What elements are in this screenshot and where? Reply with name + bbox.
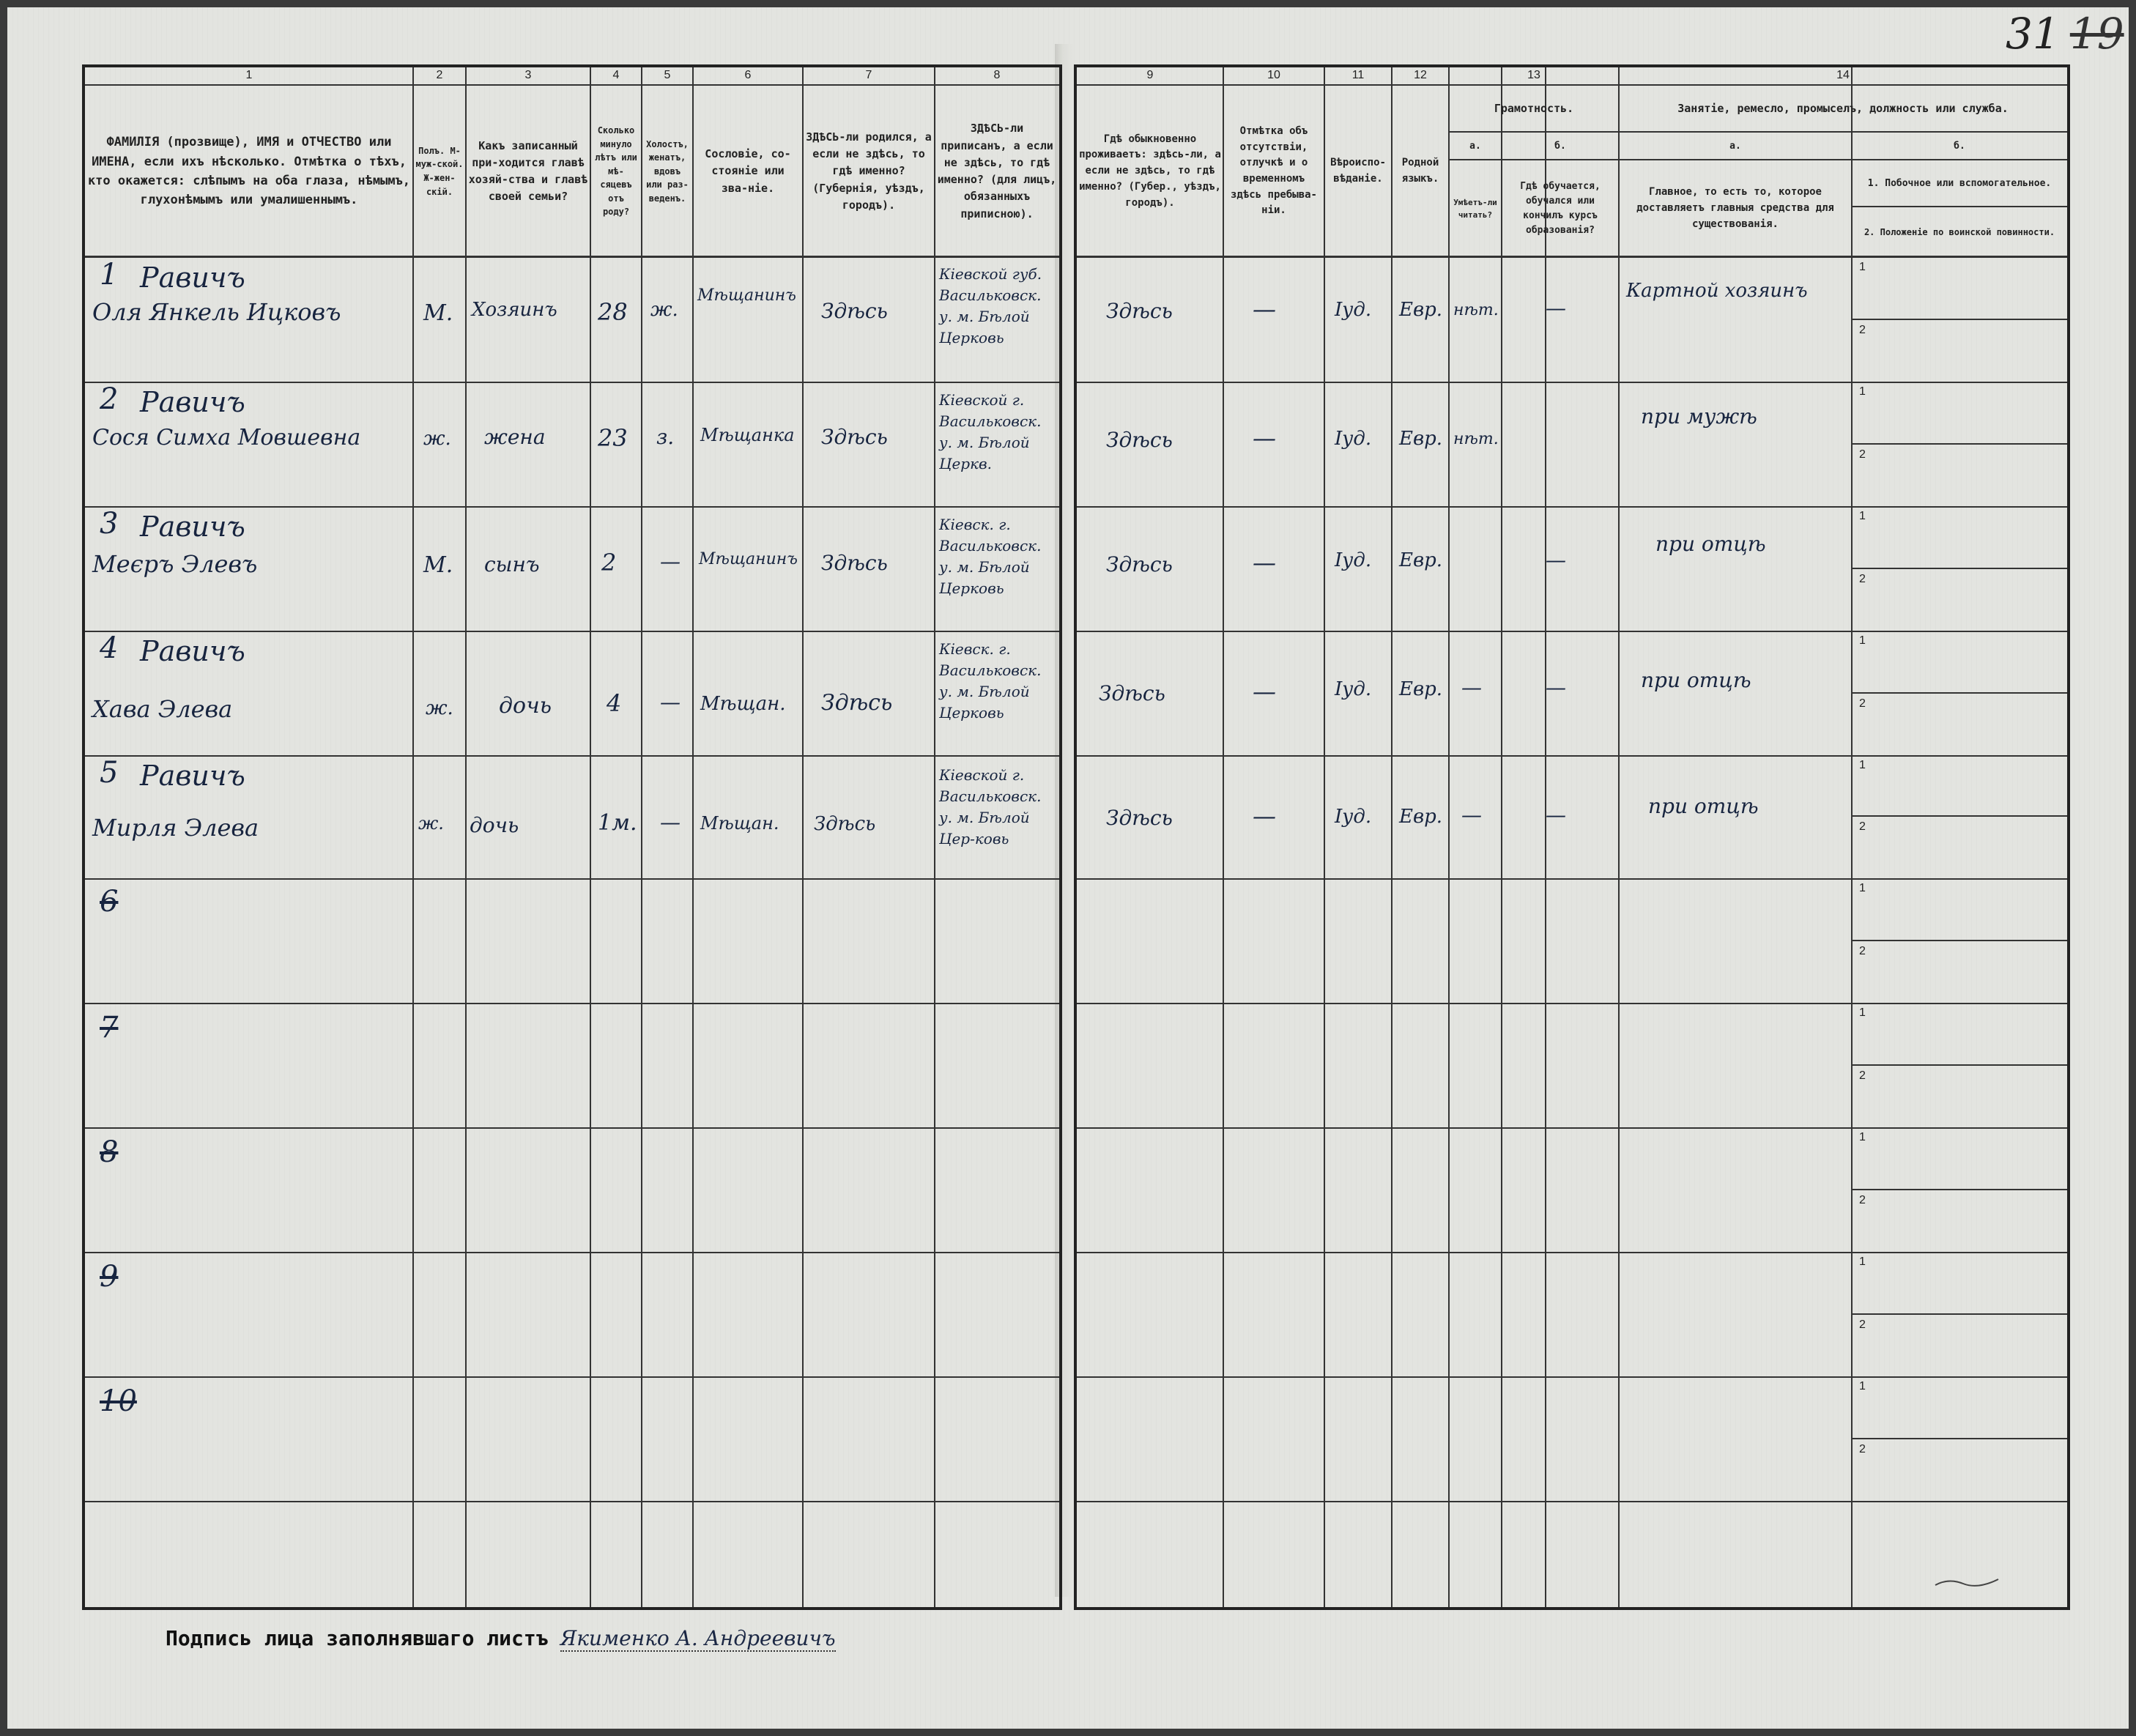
col-number-10: 10: [1267, 69, 1280, 81]
header-absence: Отмѣтка объ отсутствіи, отлучкѣ и о временномъ здѣсь пребыва-ніи.: [1230, 125, 1317, 217]
row-5-school: —: [1546, 803, 1566, 827]
row-3-language: Евр.: [1399, 549, 1443, 571]
row-1-name: Оля Янкель Ицковъ: [92, 298, 341, 326]
row-5-born: Здѣсь: [814, 813, 876, 835]
row-3-name: Меєръ Элевъ: [92, 550, 258, 578]
header-relation: Какъ записанный при-ходится главѣ хозяй-ства и главѣ своей семьи?: [468, 138, 588, 204]
row-7-number: 7: [100, 1011, 119, 1045]
col-number-1: 1: [245, 69, 253, 81]
row-6-sub-2: 2: [1859, 945, 1866, 957]
row-1-marital: ж.: [650, 299, 678, 321]
header-can-read: Умѣетъ-ли читать?: [1453, 197, 1497, 220]
signature-label: Подпись лица заполнявшаго листъ: [166, 1626, 549, 1650]
row-2-relation: жена: [484, 425, 546, 449]
row-4-school: —: [1546, 675, 1566, 700]
header-age: Сколько минуло лѣтъ или мѣ-сяцевъ отъ роду?: [595, 125, 637, 218]
row-3-sex: М.: [423, 552, 453, 578]
row-2-literate: нѣт.: [1453, 430, 1499, 448]
row-7-sub-2: 2: [1859, 1069, 1866, 1082]
row-5-residence: Здѣсь: [1106, 806, 1173, 830]
header-registered: ЗДѢСЬ-ли приписанъ, а если не здѣсь, то гдѣ именно? (для лицъ, обязанныхъ приписною).: [937, 122, 1057, 220]
row-3-occupation: при отцѣ: [1655, 532, 1766, 556]
row-1-surname: Равичъ: [140, 261, 245, 294]
header-occupation-a: а.: [1729, 140, 1741, 152]
row-3-estate: Мѣщанинъ: [699, 550, 798, 568]
struck-page-number: 19: [2069, 9, 2124, 59]
row-9-sub-1: 1: [1859, 1255, 1866, 1268]
header-residence: Гдѣ обыкновенно проживаетъ: здѣсь-ли, а если не здѣсь, то гдѣ именно? (Губер., уѣздъ, городъ).: [1079, 133, 1221, 209]
row-5-language: Евр.: [1399, 806, 1443, 828]
row-4-residence: Здѣсь: [1099, 681, 1165, 705]
row-3-relation: сынъ: [484, 552, 540, 576]
col-number-2: 2: [436, 69, 443, 81]
row-5-religion: Іуд.: [1335, 806, 1372, 828]
row-1-language: Евр.: [1399, 299, 1443, 321]
row-2-sex: ж.: [423, 428, 451, 450]
header-occupation-b: б.: [1954, 140, 1965, 152]
row-2-age: 23: [598, 424, 628, 452]
col-number-5: 5: [664, 69, 671, 81]
col-number-14: 14: [1836, 69, 1850, 81]
row-1-registered: Кіевской губ. Васильковск. у. м. Бѣлой Церковь: [939, 265, 1042, 346]
row-3-surname: Равичъ: [140, 511, 245, 543]
row-2-residence: Здѣсь: [1106, 428, 1173, 452]
header-literacy-a: а.: [1469, 140, 1481, 152]
row-5-literate: —: [1461, 803, 1482, 827]
row-10-sub-1: 1: [1859, 1380, 1866, 1392]
row-5-sex: ж.: [418, 813, 444, 834]
row-4-religion: Іуд.: [1335, 678, 1372, 700]
row-5-number: 5: [100, 756, 119, 790]
col-number-7: 7: [865, 69, 872, 81]
row-2-marital: з.: [656, 425, 675, 449]
row-1-literate: нѣт.: [1453, 301, 1499, 319]
row-1-sub-2: 2: [1859, 324, 1866, 336]
row-3-school: —: [1546, 548, 1566, 572]
row-2-registered: Кіевской г. Васильковск. у. м. Бѣлой Церкв.: [939, 391, 1042, 472]
row-10-number: 10: [100, 1384, 137, 1418]
row-3-marital: —: [660, 549, 681, 574]
row-1-born: Здѣсь: [821, 299, 888, 323]
row-4-estate: Мѣщан.: [700, 693, 786, 715]
col-number-6: 6: [744, 69, 752, 81]
header-literacy-b: б.: [1554, 140, 1566, 152]
row-4-absence: —: [1253, 678, 1276, 705]
row-4-sex: ж.: [426, 697, 453, 719]
row-5-registered: Кіевской г. Васильковск. у. м. Бѣлой Цер-ковь: [939, 766, 1042, 847]
page-number: 31 19: [2006, 9, 2124, 59]
col-number-12: 12: [1414, 69, 1427, 81]
col-number-8: 8: [993, 69, 1001, 81]
row-3-residence: Здѣсь: [1106, 552, 1173, 576]
row-5-occupation: при отцѣ: [1648, 794, 1759, 818]
row-3-number: 3: [100, 507, 119, 541]
row-5-relation: дочь: [470, 813, 519, 837]
row-3-born: Здѣсь: [821, 551, 888, 575]
row-1-occupation: Картной хозяинъ: [1626, 280, 1808, 302]
col-number-4: 4: [612, 69, 620, 81]
header-marital: Холостъ, женатъ, вдовъ или раз-веденъ.: [646, 138, 689, 204]
row-1-relation: Хозяинъ: [472, 299, 557, 321]
row-8-number: 8: [100, 1135, 119, 1169]
row-2-name: Сося Симха Мовшевна: [92, 425, 361, 450]
row-2-number: 2: [100, 382, 119, 416]
row-2-language: Евр.: [1399, 428, 1443, 450]
row-4-born: Здѣсь: [821, 690, 893, 716]
right-census-table: [1074, 64, 2070, 1610]
row-1-age: 28: [598, 298, 628, 326]
row-4-sub-1: 1: [1859, 634, 1866, 647]
row-7-sub-1: 1: [1859, 1006, 1866, 1019]
row-4-literate: —: [1461, 675, 1482, 700]
row-5-estate: Мѣщан.: [700, 813, 779, 834]
row-5-absence: —: [1253, 802, 1276, 830]
row-4-occupation: при отцѣ: [1641, 668, 1751, 692]
row-1-religion: Іуд.: [1335, 299, 1372, 321]
row-2-absence: —: [1253, 424, 1276, 452]
row-2-occupation: при мужѣ: [1641, 404, 1757, 429]
col-number-9: 9: [1146, 69, 1154, 81]
header-occupation: Занятіе, ремесло, промыселъ, должность или служба.: [1677, 102, 2009, 116]
row-10-sub-2: 2: [1859, 1443, 1866, 1455]
header-education: Гдѣ обучается, обучался или кончилъ курсъ образованія?: [1520, 180, 1601, 237]
row-1-estate: Мѣщанинъ: [697, 286, 796, 305]
row-4-sub-2: 2: [1859, 697, 1866, 710]
row-3-absence: —: [1253, 549, 1276, 576]
row-5-age: 1м.: [598, 810, 637, 836]
row-4-relation: дочь: [499, 693, 552, 719]
header-main-occupation: Главное, то есть то, которое доставляетъ главныя средства для существованія.: [1636, 186, 1834, 230]
header-military-status: 2. Положеніе по воинской повинности.: [1864, 226, 2055, 237]
row-8-sub-2: 2: [1859, 1194, 1866, 1206]
header-estate: Сословіе, со-стояніе или зва-ніе.: [705, 147, 791, 195]
col-number-13: 13: [1527, 69, 1540, 81]
row-9-sub-2: 2: [1859, 1318, 1866, 1331]
signature-line: [166, 1626, 836, 1650]
header-sex: Полъ. М-муж-ской. Ж-жен-скій.: [415, 145, 464, 197]
row-3-sub-1: 1: [1859, 510, 1866, 522]
header-birthplace: ЗДѢСЬ-ли родился, а если не здѣсь, то гдѣ именно? (Губернія, уѣздъ, городъ).: [806, 130, 932, 212]
row-2-estate: Мѣщанка: [700, 425, 795, 445]
row-5-marital: —: [660, 810, 681, 834]
row-4-name: Хава Элева: [92, 695, 233, 723]
row-2-sub-1: 1: [1859, 385, 1866, 398]
row-2-surname: Равичъ: [140, 386, 245, 418]
row-8-sub-1: 1: [1859, 1131, 1866, 1143]
row-5-surname: Равичъ: [140, 760, 245, 792]
header-side-occupation: 1. Побочное или вспомогательное.: [1867, 177, 2052, 189]
row-5-sub-2: 2: [1859, 820, 1866, 833]
col-number-11: 11: [1351, 69, 1365, 81]
row-2-religion: Іуд.: [1335, 428, 1372, 450]
row-9-number: 9: [100, 1260, 119, 1294]
row-5-sub-1: 1: [1859, 759, 1866, 771]
row-1-sub-1: 1: [1859, 261, 1866, 273]
header-religion: Вѣроиспо-вѣданіе.: [1330, 157, 1386, 185]
signature-value: Якименко А. Андреевичъ: [560, 1626, 836, 1650]
row-3-registered: Кіевск. г. Васильковск. у. м. Бѣлой Церковь: [939, 516, 1042, 597]
header-native-language: Родной языкъ.: [1401, 157, 1439, 185]
row-4-language: Евр.: [1399, 678, 1443, 700]
row-4-marital: —: [660, 690, 681, 714]
row-2-born: Здѣсь: [821, 425, 888, 449]
row-4-surname: Равичъ: [140, 635, 245, 667]
row-4-age: 4: [607, 689, 622, 717]
row-1-number: 1: [100, 258, 119, 292]
row-4-registered: Кіевск. г. Васильковск. у. м. Бѣлой Церковь: [939, 640, 1042, 722]
row-1-sex: М.: [423, 300, 453, 326]
pencil-mark: [1934, 1575, 2000, 1590]
right-table-grid: [1077, 67, 2067, 1607]
left-census-table: [82, 64, 1062, 1610]
row-4-number: 4: [100, 631, 119, 665]
header-name: ФАМИЛІЯ (прозвище), ИМЯ и ОТЧЕСТВО или ИМЕНА, если ихъ нѣсколько. Отмѣтка о тѣхъ, кто окажется: слѣпымъ на оба глаза, нѣмымъ, глухонѣмымъ или умалишеннымъ.: [87, 135, 411, 208]
row-3-sub-2: 2: [1859, 573, 1866, 585]
header-literacy: Грамотность.: [1494, 102, 1574, 116]
row-1-residence: Здѣсь: [1106, 299, 1173, 323]
row-3-age: 2: [601, 549, 617, 576]
row-3-religion: Іуд.: [1335, 549, 1372, 571]
row-1-school: —: [1546, 296, 1566, 320]
row-6-sub-1: 1: [1859, 882, 1866, 894]
row-2-sub-2: 2: [1859, 448, 1866, 461]
row-6-number: 6: [100, 885, 119, 919]
col-number-3: 3: [524, 69, 532, 81]
row-5-name: Мирля Элева: [92, 814, 259, 842]
row-1-absence: —: [1253, 295, 1276, 323]
